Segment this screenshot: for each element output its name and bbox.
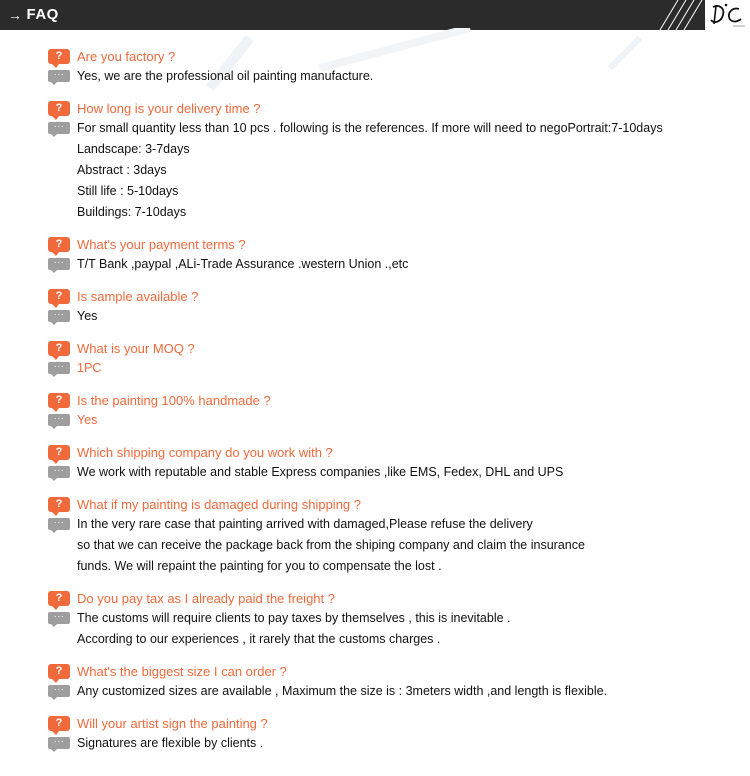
faq-answer [48,358,738,379]
question-text: What if my painting is damaged during shipping ? [77,496,361,512]
arrow-icon: → [8,6,23,23]
faq-question [48,234,738,254]
faq-question [48,390,738,410]
faq-answer [48,254,738,275]
question-icon: ? [48,289,70,304]
question-icon: ? [48,49,70,64]
answer-text: Yes [77,413,98,427]
answer-text: funds. We will repaint the painting for you to compensate the lost . [77,559,442,573]
answer-text: We work with reputable and stable Express companies ,like EMS, Fedex, DHL and UPS [77,465,564,479]
question-text: Are you factory ? [77,48,176,64]
question-text: What's your payment terms ? [77,236,246,252]
faq-item [48,661,738,702]
answer-text: For small quantity less than 10 pcs . following is the references. If more will need to negoPortrait:7-10days [77,121,663,135]
faq-question [48,46,738,66]
question-icon: ? [48,591,70,606]
faq-answer [48,66,738,87]
faq-item [48,98,738,223]
logo-icon [705,0,750,30]
faq-question [48,338,738,358]
answer-icon: ··· [48,362,70,374]
faq-item [48,442,738,483]
faq-question [48,588,738,608]
answer-text: so that we can receive the package back from the shiping company and claim the insurance [77,538,585,552]
brand-logo [705,0,750,30]
faq-question [48,494,738,514]
question-text: Is the painting 100% handmade ? [77,392,271,408]
answer-icon: ··· [48,612,70,624]
question-text: Is sample available ? [77,288,199,304]
answer-text: Still life : 5-10days [77,184,179,198]
faq-question [48,442,738,462]
question-text: What is your MOQ ? [77,340,195,356]
faq-question [48,713,738,733]
faq-item [48,286,738,327]
faq-answer [48,462,738,483]
faq-answer [48,118,738,223]
faq-item [48,234,738,275]
answer-icon: ··· [48,310,70,322]
answer-text: Yes, we are the professional oil painting manufacture. [77,69,374,83]
question-icon: ? [48,445,70,460]
question-icon: ? [48,497,70,512]
question-text: Which shipping company do you work with ? [77,444,333,460]
answer-text: Buildings: 7-10days [77,205,187,219]
faq-answer [48,608,738,650]
question-icon: ? [48,393,70,408]
answer-icon: ··· [48,518,70,530]
answer-text: 1PC [77,361,102,375]
faq-question [48,661,738,681]
faq-question [48,98,738,118]
page-title [8,6,59,23]
faq-question [48,286,738,306]
stripes-decoration [650,0,705,30]
answer-text: According to our experiences , it rarely that the customs charges . [77,632,441,646]
question-text: What's the biggest size I can order ? [77,663,287,679]
faq-answer [48,306,738,327]
question-text: How long is your delivery time ? [77,100,261,116]
answer-icon: ··· [48,70,70,82]
faq-list [48,46,738,765]
answer-text: Yes [77,309,98,323]
answer-text: T/T Bank ,paypal ,ALi-Trade Assurance .western Union .,etc [77,257,409,271]
faq-item [48,494,738,577]
answer-text: Any customized sizes are available , Maximum the size is : 3meters width ,and length is flexible. [77,684,608,698]
answer-icon: ··· [48,466,70,478]
faq-answer [48,514,738,577]
answer-text: The customs will require clients to pay taxes by themselves , this is inevitable . [77,611,511,625]
page-title-text: FAQ [26,6,59,23]
answer-icon: ··· [48,685,70,697]
question-icon: ? [48,341,70,356]
faq-item [48,46,738,87]
faq-item [48,713,738,754]
header-bar [0,0,750,30]
question-text: Do you pay tax as I already paid the freight ? [77,590,335,606]
question-text: Will your artist sign the painting ? [77,715,268,731]
answer-text: Landscape: 3-7days [77,142,190,156]
question-icon: ? [48,237,70,252]
answer-text: Abstract : 3days [77,163,167,177]
answer-text: In the very rare case that painting arrived with damaged,Please refuse the delivery [77,517,533,531]
faq-answer [48,733,738,754]
faq-item [48,338,738,379]
answer-icon: ··· [48,122,70,134]
answer-text: Signatures are flexible by clients . [77,736,264,750]
question-icon: ? [48,101,70,116]
faq-item [48,588,738,650]
faq-answer [48,681,738,702]
faq-answer [48,410,738,431]
answer-icon: ··· [48,258,70,270]
faq-item [48,390,738,431]
question-icon: ? [48,664,70,679]
answer-icon: ··· [48,414,70,426]
answer-icon: ··· [48,737,70,749]
question-icon: ? [48,716,70,731]
